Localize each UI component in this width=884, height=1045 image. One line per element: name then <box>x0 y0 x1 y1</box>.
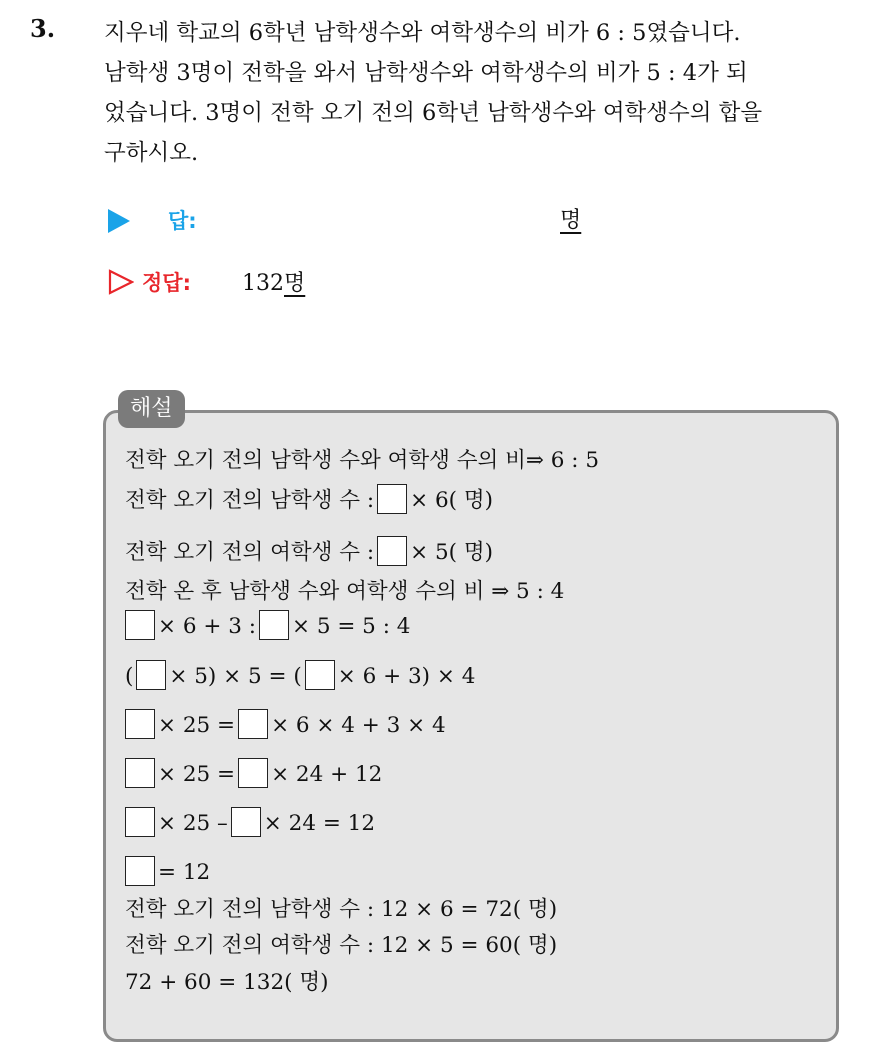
question-text <box>104 13 864 173</box>
blank-box <box>238 758 268 788</box>
solution-line-3 <box>125 537 493 569</box>
solution-line-1: 전학 오기 전의 남학생 수와 여학생 수의 비⇒ 6 : 5 <box>125 448 600 473</box>
solution-line-10 <box>125 857 210 889</box>
blank-box <box>305 660 335 690</box>
blank-box <box>125 709 155 739</box>
correct-answer-value <box>242 266 305 297</box>
solution-line-9-mid: × 25 – <box>158 811 228 836</box>
solution-line-12: 전학 오기 전의 여학생 수 : 12 × 5 = 60( 명) <box>125 933 558 958</box>
question-line-1: 지우네 학교의 6학년 남학생수와 여학생수의 비가 6 : 5였습니다. <box>104 20 741 46</box>
solution-line-7-mid: × 25 = <box>158 713 236 738</box>
solution-line-3-text: 전학 오기 전의 여학생 수 : <box>125 540 375 565</box>
question-line-2: 남학생 3명이 전학을 와서 남학생수와 여학생수의 비가 5 : 4가 되 <box>104 60 748 86</box>
play-triangle-icon <box>108 209 130 233</box>
correct-value-number: 132 <box>242 271 284 296</box>
solution-line-11: 전학 오기 전의 남학생 수 : 12 × 6 = 72( 명) <box>125 897 558 922</box>
answer-unit: 명 <box>560 208 582 233</box>
solution-line-5 <box>125 611 410 643</box>
blank-box <box>136 660 166 690</box>
solution-line-7 <box>125 710 446 742</box>
blank-box <box>259 610 289 640</box>
blank-box <box>125 856 155 886</box>
solution-tab: 해설 <box>118 390 185 428</box>
solution-line-6-open: ( <box>125 664 134 689</box>
solution-line-2-tail: × 6( 명) <box>410 488 494 513</box>
question-line-4: 구하시오. <box>104 140 199 166</box>
solution-line-6-tail: × 6 + 3) × 4 <box>337 664 476 689</box>
blank-box <box>377 484 407 514</box>
outline-triangle-icon <box>108 269 134 295</box>
correct-answer-label: 정답: <box>142 271 191 295</box>
solution-line-6-mid: × 5) × 5 = ( <box>169 664 302 689</box>
blank-box <box>231 807 261 837</box>
answer-label: 답: <box>168 209 197 233</box>
solution-line-8-mid: × 25 = <box>158 762 236 787</box>
blank-box <box>377 536 407 566</box>
solution-line-5-tail: × 5 = 5 : 4 <box>291 614 411 639</box>
correct-value-unit: 명 <box>284 271 306 296</box>
solution-line-8-tail: × 24 + 12 <box>271 762 383 787</box>
solution-line-4: 전학 온 후 남학생 수와 여학생 수의 비 ⇒ 5 : 4 <box>125 579 565 604</box>
solution-line-7-tail: × 6 × 4 + 3 × 4 <box>271 713 446 738</box>
correct-answer-row <box>108 265 508 301</box>
solution-line-2-text: 전학 오기 전의 남학생 수 : <box>125 488 375 513</box>
solution-line-5-mid: × 6 + 3 : <box>158 614 256 639</box>
solution-line-3-tail: × 5( 명) <box>410 540 494 565</box>
blank-box <box>125 758 155 788</box>
question-line-3: 었습니다. 3명이 전학 오기 전의 6학년 남학생수와 여학생수의 합을 <box>104 100 763 126</box>
solution-line-13: 72 + 60 = 132( 명) <box>125 970 329 995</box>
solution-line-10-tail: = 12 <box>158 860 211 885</box>
solution-line-9 <box>125 808 375 840</box>
solution-line-6 <box>125 661 475 693</box>
solution-line-2 <box>125 485 493 517</box>
blank-box <box>125 610 155 640</box>
blank-box <box>125 807 155 837</box>
answer-row <box>108 203 608 239</box>
question-number: 3. <box>30 14 56 43</box>
solution-line-8 <box>125 759 382 791</box>
solution-line-9-tail: × 24 = 12 <box>263 811 376 836</box>
blank-box <box>238 709 268 739</box>
